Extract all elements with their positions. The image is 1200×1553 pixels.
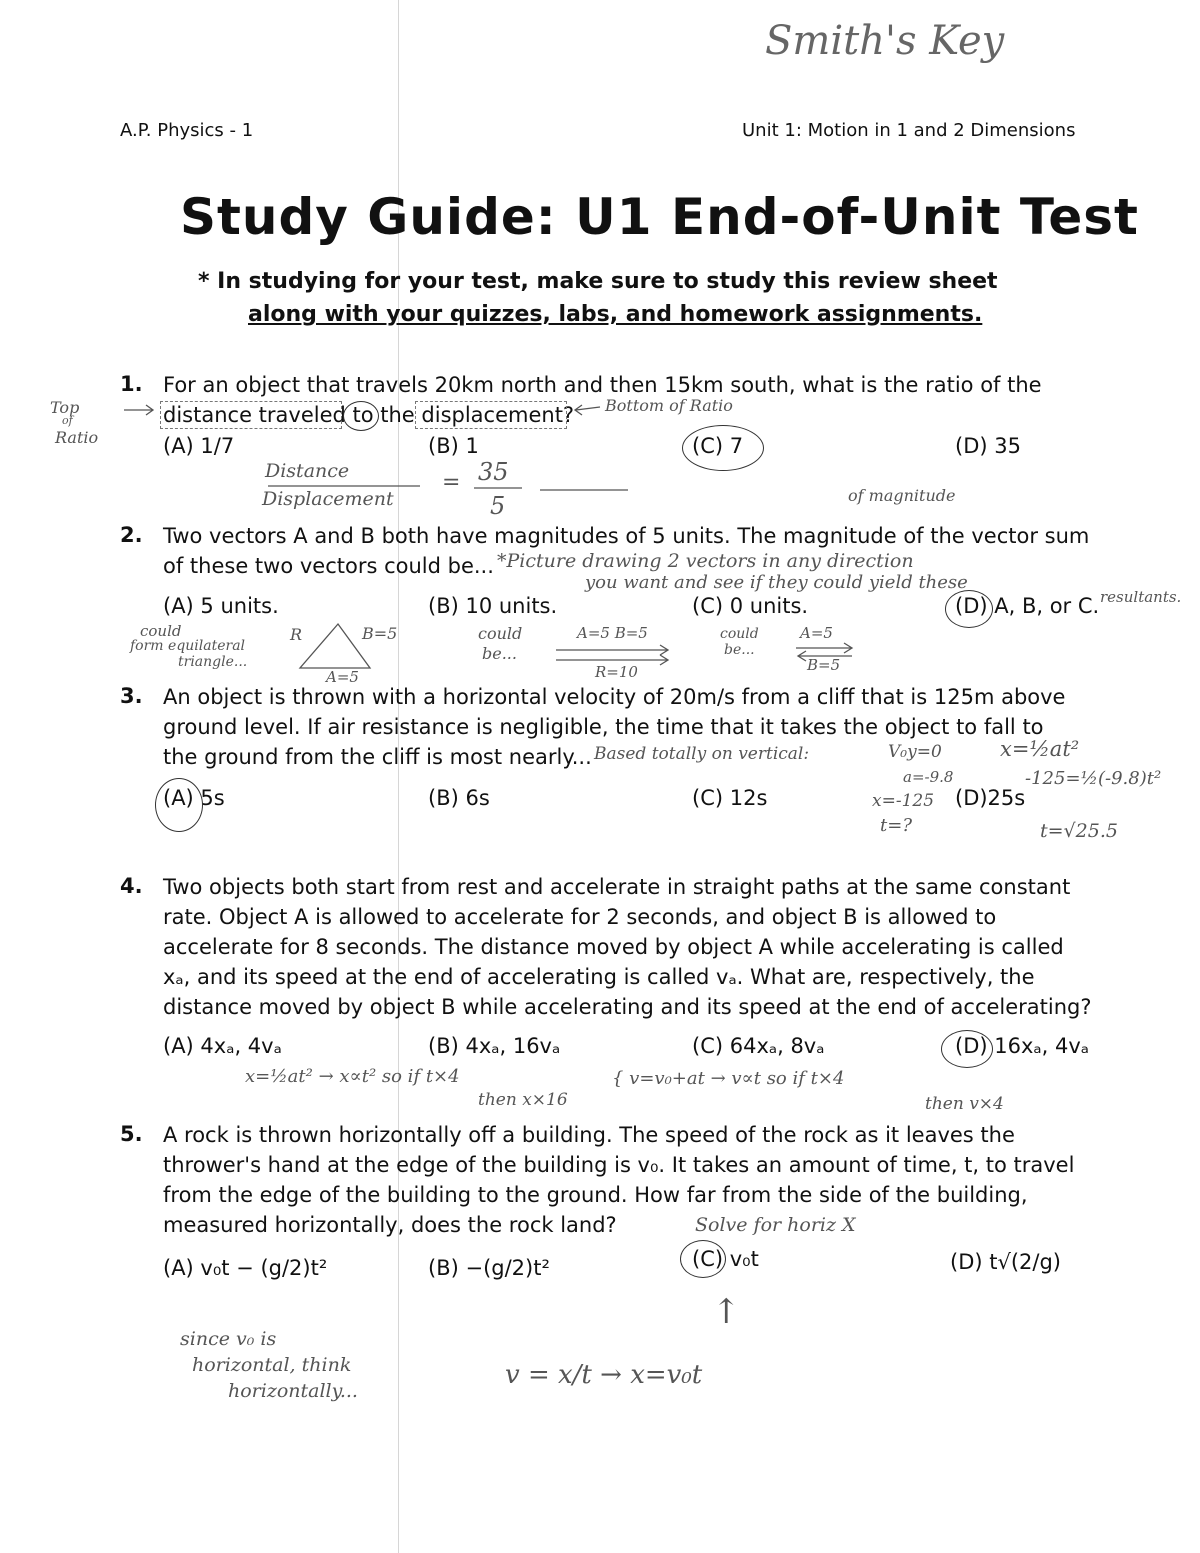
course-name: A.P. Physics - 1 <box>120 120 254 141</box>
q1-top-margin-3: Ratio <box>55 428 99 447</box>
q2-a-note-3: triangle... <box>178 654 248 670</box>
q5-solve-note: Solve for horiz X <box>695 1214 856 1236</box>
q2-choice-d: (D) A, B, or C. <box>955 594 1100 618</box>
q3-eq-1: x=½at² <box>1000 737 1080 761</box>
q1-value-numerator: 35 <box>478 458 509 486</box>
q2-choice-a: (A) 5 units. <box>163 594 279 618</box>
unit-name: Unit 1: Motion in 1 and 2 Dimensions <box>742 120 1076 141</box>
q3-number: 3. <box>120 684 143 708</box>
q2-label-c-b5: B=5 <box>807 656 841 674</box>
q1-choice-d: (D) 35 <box>955 434 1021 458</box>
q5-choice-c: (C) v₀t <box>692 1247 759 1271</box>
q2-label-c-a5: A=5 <box>800 624 833 642</box>
q1-work-equals: = <box>442 470 461 495</box>
q2-c-vectors <box>796 643 852 661</box>
q5-line-1: A rock is thrown horizontally off a building. The speed of the rock as it leaves the <box>163 1123 1015 1147</box>
q1-value-denominator: 5 <box>490 492 506 520</box>
q3-eq-3: t=√25.5 <box>1040 820 1118 842</box>
q1-choice-a: (A) 1/7 <box>163 434 235 458</box>
q4-note-2: { v=v₀+at → v∝t so if t×4 <box>612 1068 845 1089</box>
q2-line-1: Two vectors A and B both have magnitudes of 5 units. The magnitude of the vector sum <box>163 524 1090 548</box>
q3-v0y: V₀y=0 <box>888 742 942 762</box>
q2-label-b5: B=5 <box>362 624 398 643</box>
q3-choice-b: (B) 6s <box>428 786 490 810</box>
q3-t: t=? <box>880 815 912 836</box>
q2-choice-b: (B) 10 units. <box>428 594 558 618</box>
q2-a-note-1: could <box>140 622 182 640</box>
page-title: Study Guide: U1 End-of-Unit Test <box>180 188 1139 246</box>
q4-note-1b: then x×16 <box>478 1090 568 1110</box>
q4-line-2: rate. Object A is allowed to accelerate for 2 seconds, and object B is allowed to <box>163 905 997 929</box>
q2-label-r: R <box>290 625 303 644</box>
q2-label-ab: A=5 B=5 <box>577 624 648 642</box>
q5-choice-b: (B) −(g/2)t² <box>428 1256 550 1280</box>
q1-work-denominator: Displacement <box>262 488 394 510</box>
intro-line-1: * In studying for your test, make sure to study this review sheet <box>198 269 998 294</box>
q1-bottom-arrow <box>575 405 600 415</box>
q5-arrow-up: ↑ <box>712 1292 741 1332</box>
q2-of-magnitude: of magnitude <box>848 486 956 505</box>
q2-b-vectors <box>556 645 668 665</box>
q5-line-2: thrower's hand at the edge of the building is v₀. It takes an amount of time, t, to travel <box>163 1153 1075 1177</box>
q4-choice-d: (D) 16xₐ, 4vₐ <box>955 1034 1089 1058</box>
q4-note-1: x=½at² → x∝t² so if t×4 <box>245 1066 460 1087</box>
q1-top-margin-1: Top <box>50 398 80 417</box>
q2-number: 2. <box>120 523 143 547</box>
q1-line-1: For an object that travels 20km north and then 15km south, what is the ratio of the <box>163 373 1042 397</box>
q5-since-3: horizontally... <box>228 1380 358 1402</box>
q4-line-5: distance moved by object B while accelerating and its speed at the end of accelerating? <box>163 995 1092 1019</box>
q4-line-1: Two objects both start from rest and accelerate in straight paths at the same constant <box>163 875 1071 899</box>
q4-note-2b: then v×4 <box>925 1094 1004 1114</box>
q2-picture-note-1: *Picture drawing 2 vectors in any direction <box>497 550 914 572</box>
q2-a-note-2: form equilateral <box>130 638 246 654</box>
q3-line-2: ground level. If air resistance is negligible, the time that it takes the object to fall to <box>163 715 1044 739</box>
intro-line-2: along with your quizzes, labs, and homework assignments. <box>248 302 983 327</box>
q5-choice-d: (D) t√(2/g) <box>950 1250 1061 1274</box>
q5-number: 5. <box>120 1122 143 1146</box>
q3-choice-a: (A) 5s <box>163 786 225 810</box>
q3-line-1: An object is thrown with a horizontal velocity of 20m/s from a cliff that is 125m above <box>163 685 1066 709</box>
q1-line-2: distance traveled to the displacement? <box>163 403 575 427</box>
q2-b-note-1: could <box>478 624 523 643</box>
q1-choice-b: (B) 1 <box>428 434 479 458</box>
q3-line-3: the ground from the cliff is most nearly... <box>163 745 592 769</box>
q2-picture-note-2: you want and see if they could yield these <box>585 572 968 593</box>
q2-picture-note-3: resultants. <box>1100 588 1182 606</box>
q3-eq-2: -125=½(-9.8)t² <box>1025 768 1162 789</box>
q5-since-2: horizontal, think <box>192 1354 352 1376</box>
q2-label-a5: A=5 <box>326 668 359 686</box>
q3-choice-c: (C) 12s <box>692 786 768 810</box>
q1-number: 1. <box>120 372 143 396</box>
q5-line-3: from the edge of the building to the ground. How far from the side of the building, <box>163 1183 1028 1207</box>
q2-line-2: of these two vectors could be... <box>163 554 494 578</box>
q2-choice-c: (C) 0 units. <box>692 594 809 618</box>
q1-choice-c: (C) 7 <box>692 434 744 458</box>
q2-c-note-2: be... <box>724 642 755 658</box>
q3-based-note: Based totally on vertical: <box>594 744 810 764</box>
q1-top-margin-2: of <box>62 414 73 427</box>
q3-a: a=-9.8 <box>903 768 954 786</box>
q2-triangle <box>300 624 370 668</box>
q4-line-3: accelerate for 8 seconds. The distance moved by object A while accelerating is called <box>163 935 1064 959</box>
q1-top-arrow <box>124 405 153 415</box>
q2-c-note-1: could <box>720 626 759 642</box>
q2-label-r10: R=10 <box>595 663 638 681</box>
q4-number: 4. <box>120 874 143 898</box>
q3-x: x=-125 <box>872 791 935 811</box>
key-label: Smith's Key <box>765 18 1005 64</box>
q5-since-1: since v₀ is <box>180 1328 277 1350</box>
q4-choice-b: (B) 4xₐ, 16vₐ <box>428 1034 561 1058</box>
q5-line-4: measured horizontally, does the rock land? <box>163 1213 617 1237</box>
q4-choice-c: (C) 64xₐ, 8vₐ <box>692 1034 825 1058</box>
q5-formula: v = x/t → x=v₀t <box>505 1360 703 1390</box>
q4-line-4: xₐ, and its speed at the end of accelerating is called vₐ. What are, respectively, the <box>163 965 1035 989</box>
q2-b-note-2: be... <box>482 644 517 663</box>
q5-choice-a: (A) v₀t − (g/2)t² <box>163 1256 328 1280</box>
q4-choice-a: (A) 4xₐ, 4vₐ <box>163 1034 282 1058</box>
q1-work-numerator: Distance <box>265 460 350 482</box>
q1-bottom-note: Bottom of Ratio <box>605 396 733 415</box>
q3-choice-d: (D)25s <box>955 786 1026 810</box>
